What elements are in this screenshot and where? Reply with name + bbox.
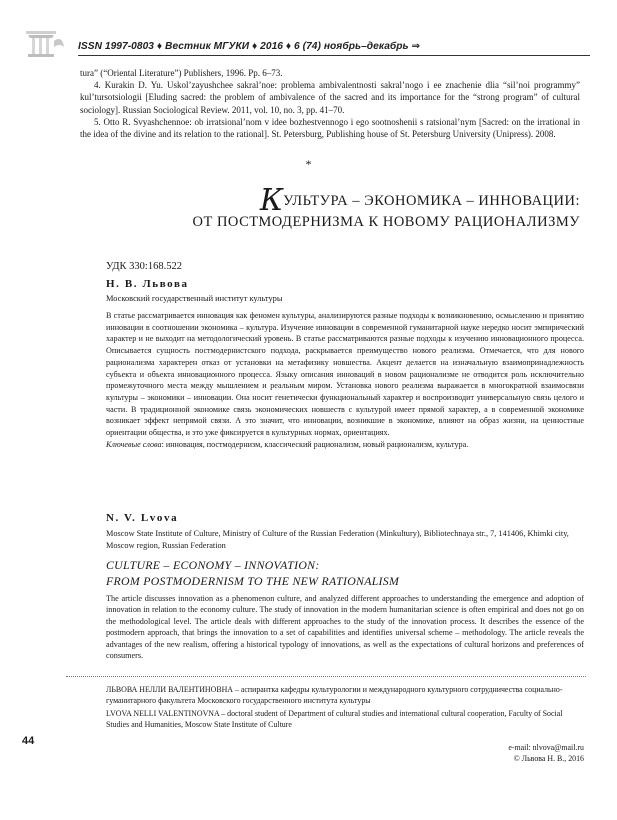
abstract-ru [106,310,584,450]
keywords-label: Ключевые слова [106,439,162,449]
author-email: e-mail: nlvova@mail.ru [508,743,584,752]
author-info-ru: ЛЬВОВА НЕЛЛИ ВАЛЕНТИНОВНА – аспирантка кафедры культурологии и международного культурного сотрудничества социально-гуманитарного факультета Московского государственного института культуры [106,685,563,705]
reference-item: tura” (“Oriental Literature”) Publishers, 1996. Pp. 6–73. [80,68,283,78]
author-contact [300,742,584,764]
title-en-line2: FROM POSTMODERNISM TO THE NEW RATIONALISM [106,574,400,588]
article-title-ru [100,183,580,233]
udk-code: УДК 330:168.522 [106,261,182,272]
abstract-ru-text: В статье рассматривается инновация как феномен культуры, анализируются разные подходы к возникновению, осмыслению и принятию инновации в соотношении экономика – культура. Изучение инновации в современной гуманитарной науке нередко носит эмпирический характер и не выходит на методологический уровень. В статье рассматриваются разные подходы к изучению инновационного процесса. Описывается сущность постмодернистского подхода, раскрывается преимущество нового реализма. Отмечается, что для нового рационализма характерен отказ от установки на метафизику новшества. Акцент делается на изначальную взаимопринадлежность субъекта и объекта инновационного процесса. Языку описания инноваций в новом рационализме не отводится роль исключительно промежуточного места между мышлением и реальным миром. Установка нового реализма выражается в многократной взаимосвязи культуры – экономики – инновации. Она носит генетически функциональный характер и воспроизводит универсальную связь целого и части. В традиционной экономике связь экономических новшеств с культурой имеет прямой характер, а в современной экономике возникает эффект непрямой связи. А это значит, что инновации, возникшие в экономике, влияют на образ жизни, на ценностные ориентации общества, и это уже фиксируется в культурных нормах, ориентациях. [106,311,584,438]
author-info [106,684,586,730]
journal-logo-icon [24,27,66,59]
abstract-en: The article discusses innovation as a phenomenon culture, and analyzed different approaches to understanding the emergence and adoption of innovation in relation to the economy culture. The study of innovation in the modern humanitarian science is often empirical and does not go on the methodological level. The article deals with different approaches to the study of the innovation process. It describes the essence of the postmodern approach, that brings the innovation to a set of capabilities and identifies universal scheme – methodology. The article reveals the advantages of the new realism, offering a historical typology of innovations, as well as the expectations of cultural horizons and preferences of consumers. [106,594,584,661]
author-name-en: N. V. Lvova [106,512,179,524]
page-header [0,0,617,62]
author-name-ru: Н. В. Львова [106,278,189,290]
title-ru-line2: ОТ ПОСТМОДЕРНИЗМА К НОВОМУ РАЦИОНАЛИЗМУ [192,214,580,230]
title-en-line1: CULTURE – ECONOMY – INNOVATION: [106,558,320,572]
keywords-ru [106,439,584,451]
keywords-list: : инновация, постмодернизм, классический рационализм, новый рационализм, культура. [161,439,469,449]
title-ru-line1 [100,183,580,218]
title-initial-letter: К [259,183,284,218]
reference-item: 5. Otto R. Svyashchennoe: ob irratsional’nom v idee bozhestvennogo i ego sootnoshenii s ratsional’nym [Sacred: on the irrational in the idea of the divine and its relation to the rational]. St. Petersburg, Publishing house of St. Petersburg University (Unipress). 2008. [80,116,580,140]
section-separator: * [305,157,312,171]
references-list [80,67,580,140]
journal-header-text: ISSN 1997-0803 ♦ Вестник МГУКИ ♦ 2016 ♦ 6 (74) ноябрь–декабрь ⇒ [78,41,421,52]
title-ru-line1-text: УЛЬТУРА – ЭКОНОМИКА – ИННОВАЦИИ: [283,193,580,209]
page-number: 44 [22,735,35,747]
copyright: © Львова Н. В., 2016 [513,754,584,763]
article-title-en [106,557,586,589]
reference-item: 4. Kurakin D. Yu. Uskol’zayushchee sakral’noe: problema ambivalentnosti sakral’nogo i ee znachenie dlia “sil’noi programmy” kul’tursotsiologii [Eluding sacred: the problem of ambivalence of the sacred and its importance for the “strong program” of cultural sociology]. Russian Sociological Review. 2011, vol. 10, no. 3, pp. 41–70. [80,80,580,115]
affiliation-ru: Московский государственный институт культуры [106,294,283,303]
affiliation-en: Moscow State Institute of Culture, Ministry of Culture of the Russian Federation (Minkultury), Bibliotechnaya str., 7, 141406, Khimki city, Moscow region, Russian Federation [106,529,569,550]
dotted-divider [66,676,586,677]
header-rule [78,55,590,56]
author-info-en: LVOVA NELLI VALENTINOVNA – doctoral student of Department of cultural studies and international cultural cooperation, Faculty of Social Studies and Humanities, Moscow State Institute of Culture [106,709,563,729]
